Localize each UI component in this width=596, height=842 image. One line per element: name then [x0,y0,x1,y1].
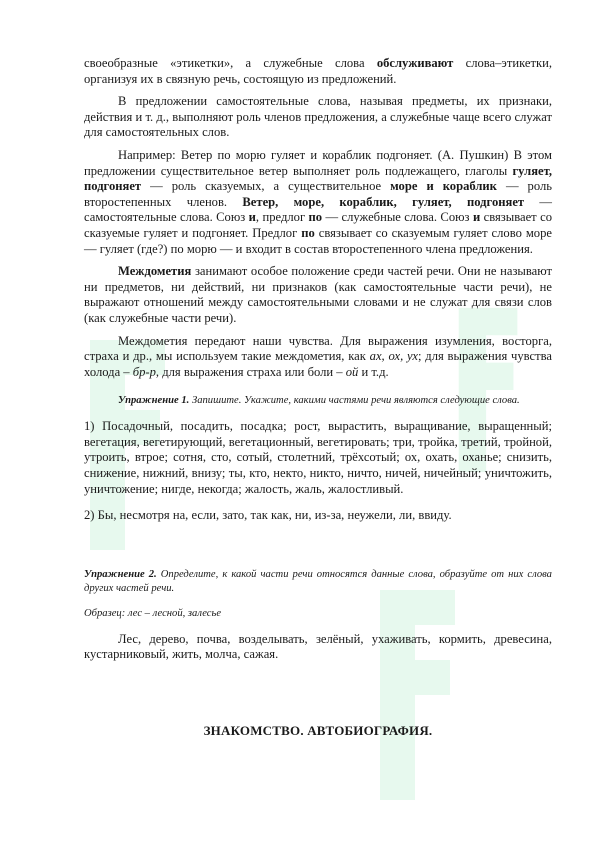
exercise-2-words [84,632,552,663]
text-run: — служебные слова. Союз [322,210,473,225]
text-run: Например: Ветер по морю гуляет и кораблик подгоняет. (А. Пушкин) В этом предложении существительное ветер выполняет роль подлежащего, глаголы [84,147,552,178]
text-run: — роль второстепенных членов. [84,179,552,209]
text-run: гуляет, подгоняет [84,163,552,194]
text-run: своеобразные «этикетки», а служебные слова [84,56,377,70]
text-run: Определите, к какой части речи относятся данные слова, образуйте от них слова других частей речи. [84,568,552,594]
text-run: 1) Посадочный, посадить, посадка; рост, вырастить, выращивание, выращенный; вегетация, вегетирующий, вегетационный, вегетировать; три, тройка, третий, тройной, утроить, втрое; сотня, сто, сотый, столетний, трёхсотый; ох, охать, оханье; снизить, снижение, нижний, внизу; ты, кто, некто, никто, ничто, ничей, ничейный; уничтожить, уничтожение; нигде, некогда; жалость, жаль, жалостливый. [84,419,552,496]
paragraph-sentence-roles [84,94,552,141]
text-run: ; для выражения чувства холода – [84,349,552,379]
text-run: и [248,210,256,225]
text-run: , для выражения страха или боли – [155,364,346,379]
text-run: слова–этикетки, организуя их в связную речь, состоящую из предложений. [84,56,552,86]
exercise-1-list-2 [84,508,552,524]
text-run: Междометия передают наши чувства. Для выражения изумления, восторга, страха и др., мы используем такие междометия, как [84,333,552,364]
text-run: ах, ох, ух [369,349,419,364]
text-run: и т.д. [358,364,389,379]
text-run: ой [345,364,359,379]
text-run: обслуживают [376,56,454,70]
text-run: Ветер, море, кораблик, гуляет, подгоняет [242,194,525,209]
text-run: , предлог [255,210,309,225]
text-run: бр-р [132,364,156,379]
paragraph-interjection-feelings [84,334,552,381]
text-run: море и кораблик [390,179,497,194]
paragraph-example-pushkin [84,148,552,257]
text-run: Упражнение 1. [118,395,190,407]
exercise-1-list-1 [84,419,552,497]
exercise-2-task [84,568,552,596]
text-run: Междометия [118,264,192,279]
text-run: по [301,225,315,240]
text-run: по [308,210,323,225]
text-run: занимают особое положение среди частей речи. Они не называют ни предметов, ни действий, ни признаков (как самостоятельные части речи), не выражают отношений между самостоятельными словами и не служат для связи слов (как служебные части речи). [84,264,552,325]
text-run: 2) Бы, несмотря на, если, зато, так как, ни, из-за, неужели, ли, ввиду. [84,508,452,523]
document-page [84,56,552,739]
text-run: связывает со сказуемым гуляет слово море — гуляет (где?) по морю — и входит в состав второстепенного члена предложения. [84,225,552,256]
text-run: — самостоятельные слова. Союз [84,194,553,225]
exercise-2-sample [84,607,552,621]
text-run: Запишите. Укажите, какими частями речи являются следующие слова. [189,395,520,407]
paragraph-interjections [84,264,552,326]
text-run: и [472,210,481,225]
paragraph-service-words [84,56,552,87]
text-run: Образец: лес – лесной, залесье [84,607,222,619]
text-run: — роль сказуемых, а существительное [141,179,391,194]
text-run: Лес, дерево, почва, возделывать, зелёный, ухаживать, кормить, древесина, кустарниковый, жить, молча, сажая. [84,631,552,662]
text-run: связывает со сказуемые гуляет и подгоняет. Предлог [84,210,553,240]
text-run: Упражнение 2. [84,568,157,580]
text-run: В предложении самостоятельные слова, называя предметы, их признаки, действия и т. д., выполняют роль членов предложения, а служебные чаще всего служат для самостоятельных слов. [84,94,552,140]
section-heading: ЗНАКОМСТВО. АВТОБИОГРАФИЯ. [203,723,433,739]
exercise-1-task [84,394,552,408]
